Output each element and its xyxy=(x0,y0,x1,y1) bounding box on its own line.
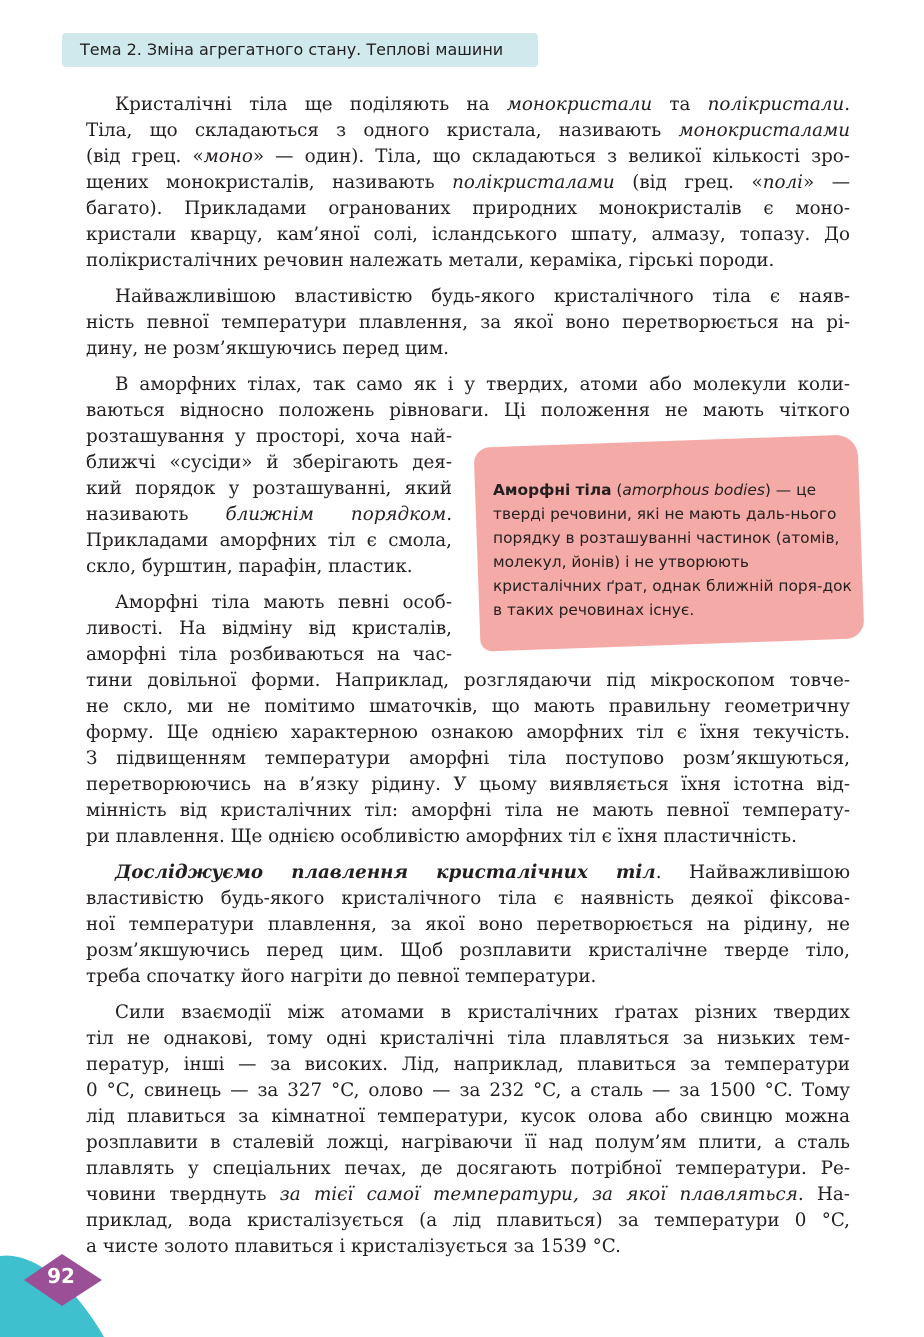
text-line xyxy=(86,824,850,850)
text-run: Тіла, що складаються з одного кристала, називають xyxy=(86,120,679,141)
text-run: кий порядок у розташуванні, який xyxy=(86,478,452,499)
text-run: 0 °C, свинець — за 327 °C, олово — за 232 °C, а сталь — за 1500 °C. Тому xyxy=(86,1080,850,1101)
text-line xyxy=(86,554,452,580)
text-line xyxy=(86,886,850,912)
callout-definition: це тверді речовини, які не мають даль-нього порядку в розташуванні частинок (атомів, молекул, йонів) і не утворюють кристалічних ґрат, однак ближній поря-док в таких речовинах існує. xyxy=(493,481,852,619)
text-run: аморфні тіла розбиваються на час- xyxy=(86,644,452,665)
text-run: розм’якшуючись перед цим. Щоб розплавити кристалічне тверде тіло, xyxy=(86,940,850,961)
text-run: властивістю будь-якого кристалічного тіла є наявність деякої фіксова- xyxy=(86,888,850,909)
text-run: В аморфних тілах, так само як і у твердих, атоми або молекули коли- xyxy=(115,374,850,395)
text-run: мінність від кристалічних тіл: аморфні тіла не мають певної температу- xyxy=(86,800,850,821)
text-line xyxy=(86,310,850,336)
text-run: тіл не однакові, тому одні кристалічні тіла плавляться за низьких тем- xyxy=(86,1028,850,1049)
text-line xyxy=(115,860,850,886)
text-run: лід плавиться за кімнатної температури, кусок олова або свинцю можна xyxy=(86,1106,850,1127)
text-line xyxy=(115,372,850,398)
text-run: кристали кварцу, кам’яної солі, ісландського шпату, алмазу, топазу. До xyxy=(86,224,850,245)
text-run: » — один). Тіла, що складаються з великої кількості зро- xyxy=(252,146,850,167)
text-run: перетворюючись на в’язку рідину. У цьому виявляється їхня істотна від- xyxy=(86,774,850,795)
page-number: 92 xyxy=(47,1264,75,1288)
text-run: щених монокристалів, називають xyxy=(86,172,453,193)
text-line xyxy=(115,1000,850,1026)
text-line xyxy=(86,1182,850,1208)
text-run: човини тверднуть xyxy=(86,1184,280,1205)
italic-term: полікристали xyxy=(707,94,845,115)
text-line xyxy=(86,398,850,424)
italic-term: полі xyxy=(762,172,803,193)
text-line xyxy=(86,616,452,642)
text-line xyxy=(86,694,850,720)
text-run: багато). Прикладами огранованих природних монокристалів є моно- xyxy=(86,198,850,219)
page-header xyxy=(62,33,538,67)
text-run: ність певної температури плавлення, за якої воно перетворюється на рі- xyxy=(86,312,850,333)
text-line xyxy=(86,720,850,746)
text-run: розташування у просторі, хоча най- xyxy=(86,426,452,447)
italic-term: монокристали xyxy=(506,94,653,115)
text-run: ператур, інші — за високих. Лід, наприклад, плавиться за температури xyxy=(86,1054,850,1075)
text-line xyxy=(86,1026,850,1052)
text-run: не скло, ми не помітимо шматочків, що мають правильну геометричну xyxy=(86,696,850,717)
text-run: тини довільної форми. Наприклад, розглядаючи під мікроскопом товче- xyxy=(86,670,850,691)
text-run: розплавити в сталевій ложці, нагріваючи її над полум’ям плити, а сталь xyxy=(86,1132,850,1153)
text-run: . xyxy=(446,504,452,525)
text-run: ближчі «сусіди» й зберігають дея- xyxy=(86,452,452,473)
text-run: Найважливішою властивістю будь-якого кристалічного тіла є наяв- xyxy=(115,286,850,307)
text-run: » — xyxy=(803,172,851,193)
text-line xyxy=(86,772,850,798)
bold-italic-heading: Досліджуємо плавлення кристалічних тіл xyxy=(115,862,656,883)
text-line xyxy=(86,668,850,694)
text-run: треба спочатку його нагріти до певної температури. xyxy=(86,966,597,987)
text-line xyxy=(86,1052,850,1078)
text-line xyxy=(86,798,850,824)
text-run: ри плавлення. Ще однією особливістю аморфних тіл є їхня пластичність. xyxy=(86,826,797,847)
text-line xyxy=(86,196,850,222)
text-line xyxy=(86,336,850,362)
text-line xyxy=(86,144,850,170)
text-run: дину, не розм’якшуючись перед цим. xyxy=(86,338,449,359)
text-line xyxy=(86,1234,850,1260)
italic-term: ближнім порядком xyxy=(225,504,447,525)
text-run: (від грец. « xyxy=(614,172,763,193)
text-run: . xyxy=(844,94,851,115)
text-run: (від грец. « xyxy=(86,146,204,167)
text-line xyxy=(86,476,452,502)
text-run: та xyxy=(652,94,708,115)
italic-term: полікристалами xyxy=(452,172,615,193)
italic-term: моно xyxy=(203,146,253,167)
text-run: форму. Ще однією характерною ознакою аморфних тіл є їхня текучість. xyxy=(86,722,850,743)
callout-term: Аморфні тіла xyxy=(493,481,612,499)
text-line xyxy=(86,938,850,964)
text-line xyxy=(86,1130,850,1156)
callout-english-term: amorphous bodies xyxy=(622,481,765,499)
header-title: Тема 2. Зміна агрегатного стану. Теплові машини xyxy=(80,40,504,59)
text-line xyxy=(115,284,850,310)
text-line xyxy=(86,248,850,274)
text-run: плавлять у спеціальних печах, де досягають потрібної температури. Ре- xyxy=(86,1158,850,1179)
text-line xyxy=(86,450,452,476)
italic-term: за тієї самої температури, за якої плавляться xyxy=(279,1184,798,1205)
text-run: Сили взаємодії між атомами в кристалічних ґратах різних твердих xyxy=(115,1002,850,1023)
text-run: Аморфні тіла мають певні особ- xyxy=(115,592,452,613)
text-line xyxy=(86,424,452,450)
text-line xyxy=(86,170,850,196)
text-run: скло, бурштин, парафін, пластик. xyxy=(86,556,413,577)
text-line xyxy=(86,1208,850,1234)
text-run: . На- xyxy=(797,1184,850,1205)
text-line xyxy=(115,92,850,118)
text-line xyxy=(86,118,850,144)
text-line xyxy=(86,1078,850,1104)
text-run: Прикладами аморфних тіл є смола, xyxy=(86,530,452,551)
text-run: . Найважливішою xyxy=(655,862,850,883)
text-run: приклад, вода кристалізується (а лід плавиться) за температури 0 °C, xyxy=(86,1210,850,1231)
text-line xyxy=(86,528,452,554)
text-line xyxy=(86,964,850,990)
text-run: ваються відносно положень рівноваги. Ці положення не мають чіткого xyxy=(86,400,850,421)
text-line xyxy=(115,590,452,616)
text-line xyxy=(86,1104,850,1130)
text-run: а чисте золото плавиться і кристалізується за 1539 °C. xyxy=(86,1236,621,1257)
text-run: полікристалічних речовин належать метали, кераміка, гірські породи. xyxy=(86,250,775,271)
italic-term: монокристалами xyxy=(678,120,850,141)
text-line xyxy=(86,222,850,248)
text-run: називають xyxy=(86,504,226,525)
text-line xyxy=(86,1156,850,1182)
text-run: Кристалічні тіла ще поділяють на xyxy=(115,94,507,115)
definition-callout: Аморфні тіла (amorphous bodies) — це тверді речовини, які не мають даль-нього порядку в розташуванні частинок (атомів, молекул, йонів) і не утворюють кристалічних ґрат, однак ближній поря-док в таких речовинах існує. xyxy=(493,481,852,619)
text-line xyxy=(86,642,452,668)
text-line xyxy=(86,746,850,772)
text-run: З підвищенням температури аморфні тіла поступово розм’якшуються, xyxy=(86,748,850,769)
text-run: ної температури плавлення, за якої воно перетворюється на рідину, не xyxy=(86,914,850,935)
text-line xyxy=(86,912,850,938)
text-run: ливості. На відміну від кристалів, xyxy=(86,618,452,639)
text-line xyxy=(86,502,452,528)
